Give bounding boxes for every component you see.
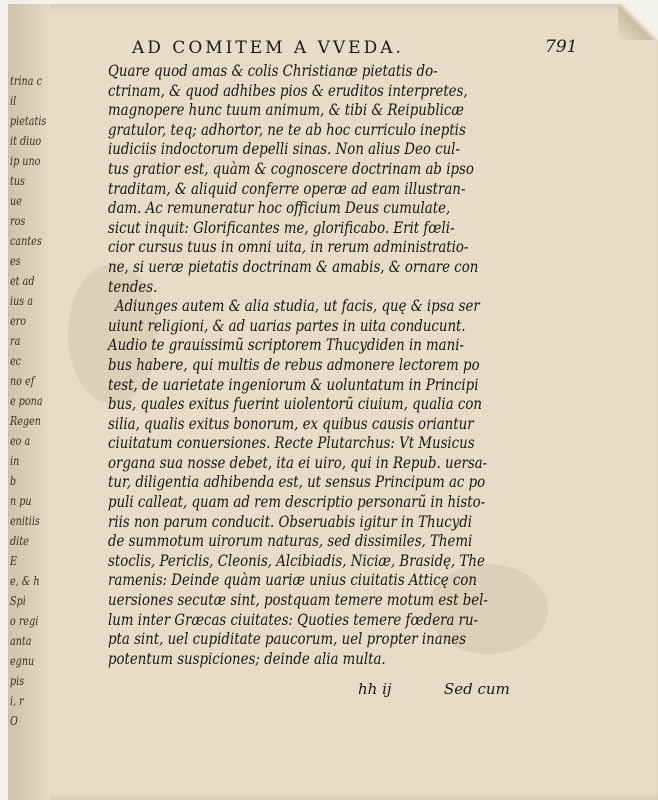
text-line: silia, qualis exitus bonorum, ex quibus causis oriantur	[108, 414, 474, 433]
margin-fragment: es	[10, 254, 21, 268]
text-line: magnopere hunc tuum animum, & tibi & Reipublicæ	[108, 101, 464, 120]
text-line: Audio te grauissimũ scriptorem Thucydiden in mani-	[108, 336, 464, 355]
margin-fragment: tus	[10, 174, 25, 188]
text-line: traditam, & aliquid conferre operæ ad eam illustran-	[108, 179, 466, 198]
margin-fragment: o regi	[10, 614, 39, 628]
margin-fragment: e pona	[10, 394, 43, 408]
text-line: de summotum uirorum naturas, sed dissimiles, Themi	[108, 532, 473, 551]
page-number: 791	[545, 37, 578, 57]
margin-fragment: et ad	[10, 274, 35, 288]
margin-fragment: E	[10, 554, 18, 568]
text-line: iudiciis indoctorum depelli sinas. Non alius Deo cul-	[108, 140, 460, 159]
text-line: uersiones secutæ sint, postquam temere motum est bel-	[108, 591, 488, 610]
text-line: ramenis: Deinde quàm uariæ unius ciuitatis Atticę con	[108, 571, 477, 590]
text-line: puli calleat, quam ad rem descriptio personarũ in histo-	[108, 493, 486, 512]
margin-fragment: cantes	[10, 234, 42, 248]
text-line: lum inter Græcas ciuitates: Quoties temere fœdera ru-	[108, 610, 479, 629]
margin-fragment: no ef	[10, 374, 35, 388]
text-line: ctrinam, & quod adhibes pios & eruditos interpretes,	[108, 81, 468, 100]
text-line: gratulor, teq; adhortor, ne te ab hoc curriculo ineptis	[108, 120, 466, 139]
text-line: bus, quales exitus fuerint uiolentorũ ciuium, qualia con	[108, 395, 482, 414]
text-line: organa sua nosse debet, ita ei uiro, qui in Repub. uersa-	[108, 453, 488, 472]
body-text	[108, 62, 518, 669]
margin-fragment: eo a	[10, 434, 31, 448]
text-line: riis non parum conducit. Obseruabis igitur in Thucydi	[108, 512, 473, 531]
catchword: Sed cum	[444, 680, 510, 698]
text-line: ciuitatum conuersiones. Recte Plutarchus: Vt Musicus	[108, 434, 475, 453]
margin-fragment: ec	[10, 354, 22, 368]
text-line: test, de uarietate ingeniorum & uoluntatum in Principi	[108, 375, 479, 394]
margin-fragment: O	[10, 714, 18, 728]
margin-fragment: n pu	[10, 494, 32, 508]
margin-fragment: ue	[10, 194, 22, 208]
text-line: Quare quod amas & colis Christianæ pietatis do-	[108, 62, 438, 80]
text-line: pta sint, uel cupiditate paucorum, uel propter inanes	[108, 630, 467, 649]
text-line: dam. Ac remuneratur hoc officium Deus cumulate,	[108, 199, 451, 218]
text-line: tendes.	[108, 277, 158, 296]
text-line: tus gratior est, quàm & cognoscere doctrinam ab ipso	[108, 159, 474, 178]
margin-fragment: e, & h	[10, 574, 40, 588]
text-line: stoclis, Periclis, Cleonis, Alcibiadis, Niciæ, Brasidę, The	[108, 551, 485, 570]
margin-fragment: it diuo	[10, 134, 42, 148]
margin-fragment: pis	[10, 674, 25, 688]
text-line: tur, diligentia adhibenda est, ut sensus Principum ac po	[108, 473, 486, 492]
page-footer	[0, 680, 658, 702]
margin-fragment: egnu	[10, 654, 35, 668]
text-line: cior cursus tuus in omni uita, in rerum administratio-	[108, 238, 469, 257]
margin-fragment: pietatis	[10, 114, 47, 128]
signature-mark: hh ij	[358, 680, 392, 698]
margin-fragment: trina c	[10, 74, 42, 88]
text-line: bus habere, qui multis de rebus admonere lectorem po	[108, 355, 480, 374]
margin-fragment: Spi	[10, 594, 26, 608]
margin-fragment: il	[10, 94, 17, 108]
margin-fragment: in	[10, 454, 20, 468]
margin-fragment: ero	[10, 314, 27, 328]
text-line: Adiunges autem & alia studia, ut facis, quę & ipsa ser	[114, 297, 480, 316]
margin-fragment: b	[10, 474, 17, 488]
text-line: sicut inquit: Glorificantes me, glorificabo. Erit fœli-	[108, 218, 455, 237]
margin-fragment: enitiis	[10, 514, 40, 528]
margin-fragment: Regen	[10, 414, 41, 428]
margin-fragment: i, r	[10, 694, 24, 708]
margin-fragment: ros	[10, 214, 26, 228]
page-corner-fold	[618, 4, 658, 40]
running-title: AD COMITEM A VVEDA.	[132, 38, 404, 58]
margin-fragment: dite	[10, 534, 29, 548]
text-line: potentum suspiciones; deinde alia multa.	[108, 649, 386, 668]
text-line: uiunt religioni, & ad uarias partes in uita conducunt.	[108, 316, 466, 335]
margin-fragment: anta	[10, 634, 32, 648]
margin-fragment: ius a	[10, 294, 33, 308]
margin-fragment: ip uno	[10, 154, 41, 168]
text-line: ne, si ueræ pietatis doctrinam & amabis, & ornare con	[108, 257, 479, 276]
margin-fragment: ra	[10, 334, 21, 348]
